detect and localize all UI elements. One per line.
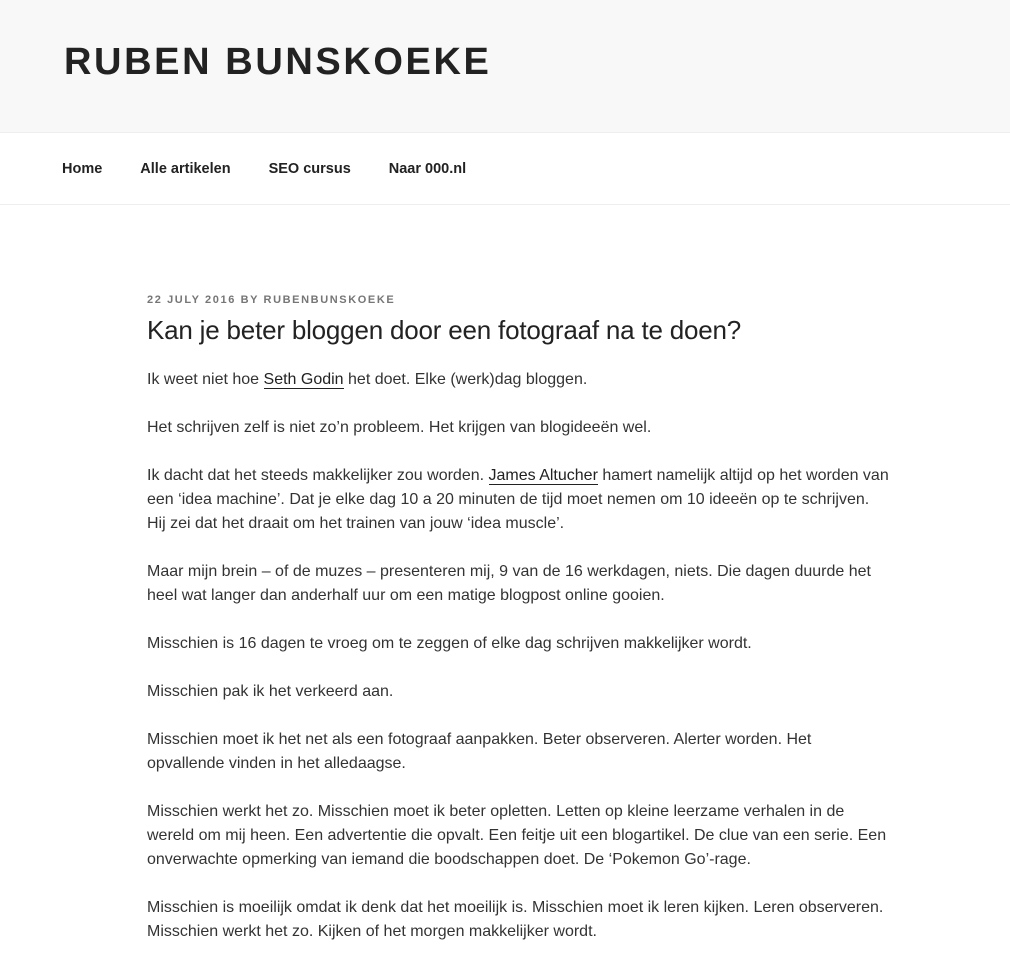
nav-menu xyxy=(62,133,504,204)
post-meta xyxy=(147,292,889,308)
paragraph-8: Misschien werkt het zo. Misschien moet ik beter opletten. Letten op kleine leerzame verhalen in de wereld om mij heen. Een advertentie die opvalt. Een feitje uit een blogartikel. De clue van een serie. Een onverwachte opmerking van iemand die boodschappen doet. De ‘Pokemon Go’-rage. xyxy=(147,803,887,868)
post-date[interactable]: 22 JULY 2016 xyxy=(147,294,236,306)
james-altucher-link[interactable]: James Altucher xyxy=(488,467,598,484)
post-content xyxy=(147,368,889,944)
paragraph-3-text-before: Ik dacht dat het steeds makkelijker zou worden. xyxy=(147,467,489,484)
post-title: Kan je beter bloggen door een fotograaf na te doen? xyxy=(147,315,742,345)
paragraph-1-text-after: het doet. Elke (werk)dag bloggen. xyxy=(343,371,588,388)
paragraph-3 xyxy=(147,464,889,536)
main-navigation xyxy=(0,133,1010,205)
paragraph-4: Maar mijn brein – of de muzes – presenteren mij, 9 van de 16 werkdagen, niets. Die dagen duurde het heel wat langer dan anderhalf uur om een matige blogpost online gooien. xyxy=(147,563,871,604)
paragraph-1-text-before: Ik weet niet hoe xyxy=(147,371,264,388)
nav-item-seo-cursus[interactable]: SEO cursus xyxy=(268,160,351,177)
paragraph-1 xyxy=(147,368,889,392)
site-title[interactable]: RUBEN BUNSKOEKE xyxy=(64,41,492,83)
paragraph-5: Misschien is 16 dagen te vroeg om te zeggen of elke dag schrijven makkelijker wordt. xyxy=(147,635,752,652)
site-header xyxy=(0,0,1010,133)
blog-post xyxy=(147,292,889,968)
paragraph-9: Misschien is moeilijk omdat ik denk dat het moeilijk is. Misschien moet ik leren kijken. Leren observeren. Misschien werkt het zo. Kijken of het morgen makkelijker wordt. xyxy=(147,899,884,940)
paragraph-7: Misschien moet ik het net als een fotograaf aanpakken. Beter observeren. Alerter worden. Het opvallende vinden in het alledaagse. xyxy=(147,731,812,772)
nav-item-naar-000[interactable]: Naar 000.nl xyxy=(388,160,467,177)
post-author-link[interactable]: RUBENBUNSKOEKE xyxy=(263,294,396,306)
paragraph-6: Misschien pak ik het verkeerd aan. xyxy=(147,683,394,700)
post-by-label: BY xyxy=(240,294,259,306)
paragraph-3-text-after: hamert namelijk altijd op het worden van een ‘idea machine’. Dat je elke dag 10 a 20 minuten de tijd moet nemen om 10 ideeën op te schrijven. Hij zei dat het draait om het trainen van jouw ‘idea muscle’. xyxy=(147,467,889,532)
nav-item-home[interactable]: Home xyxy=(62,160,103,177)
seth-godin-link[interactable]: Seth Godin xyxy=(263,371,344,388)
paragraph-2: Het schrijven zelf is niet zo’n probleem. Het krijgen van blogideeën wel. xyxy=(147,419,652,436)
nav-item-alle-artikelen[interactable]: Alle artikelen xyxy=(140,160,231,177)
